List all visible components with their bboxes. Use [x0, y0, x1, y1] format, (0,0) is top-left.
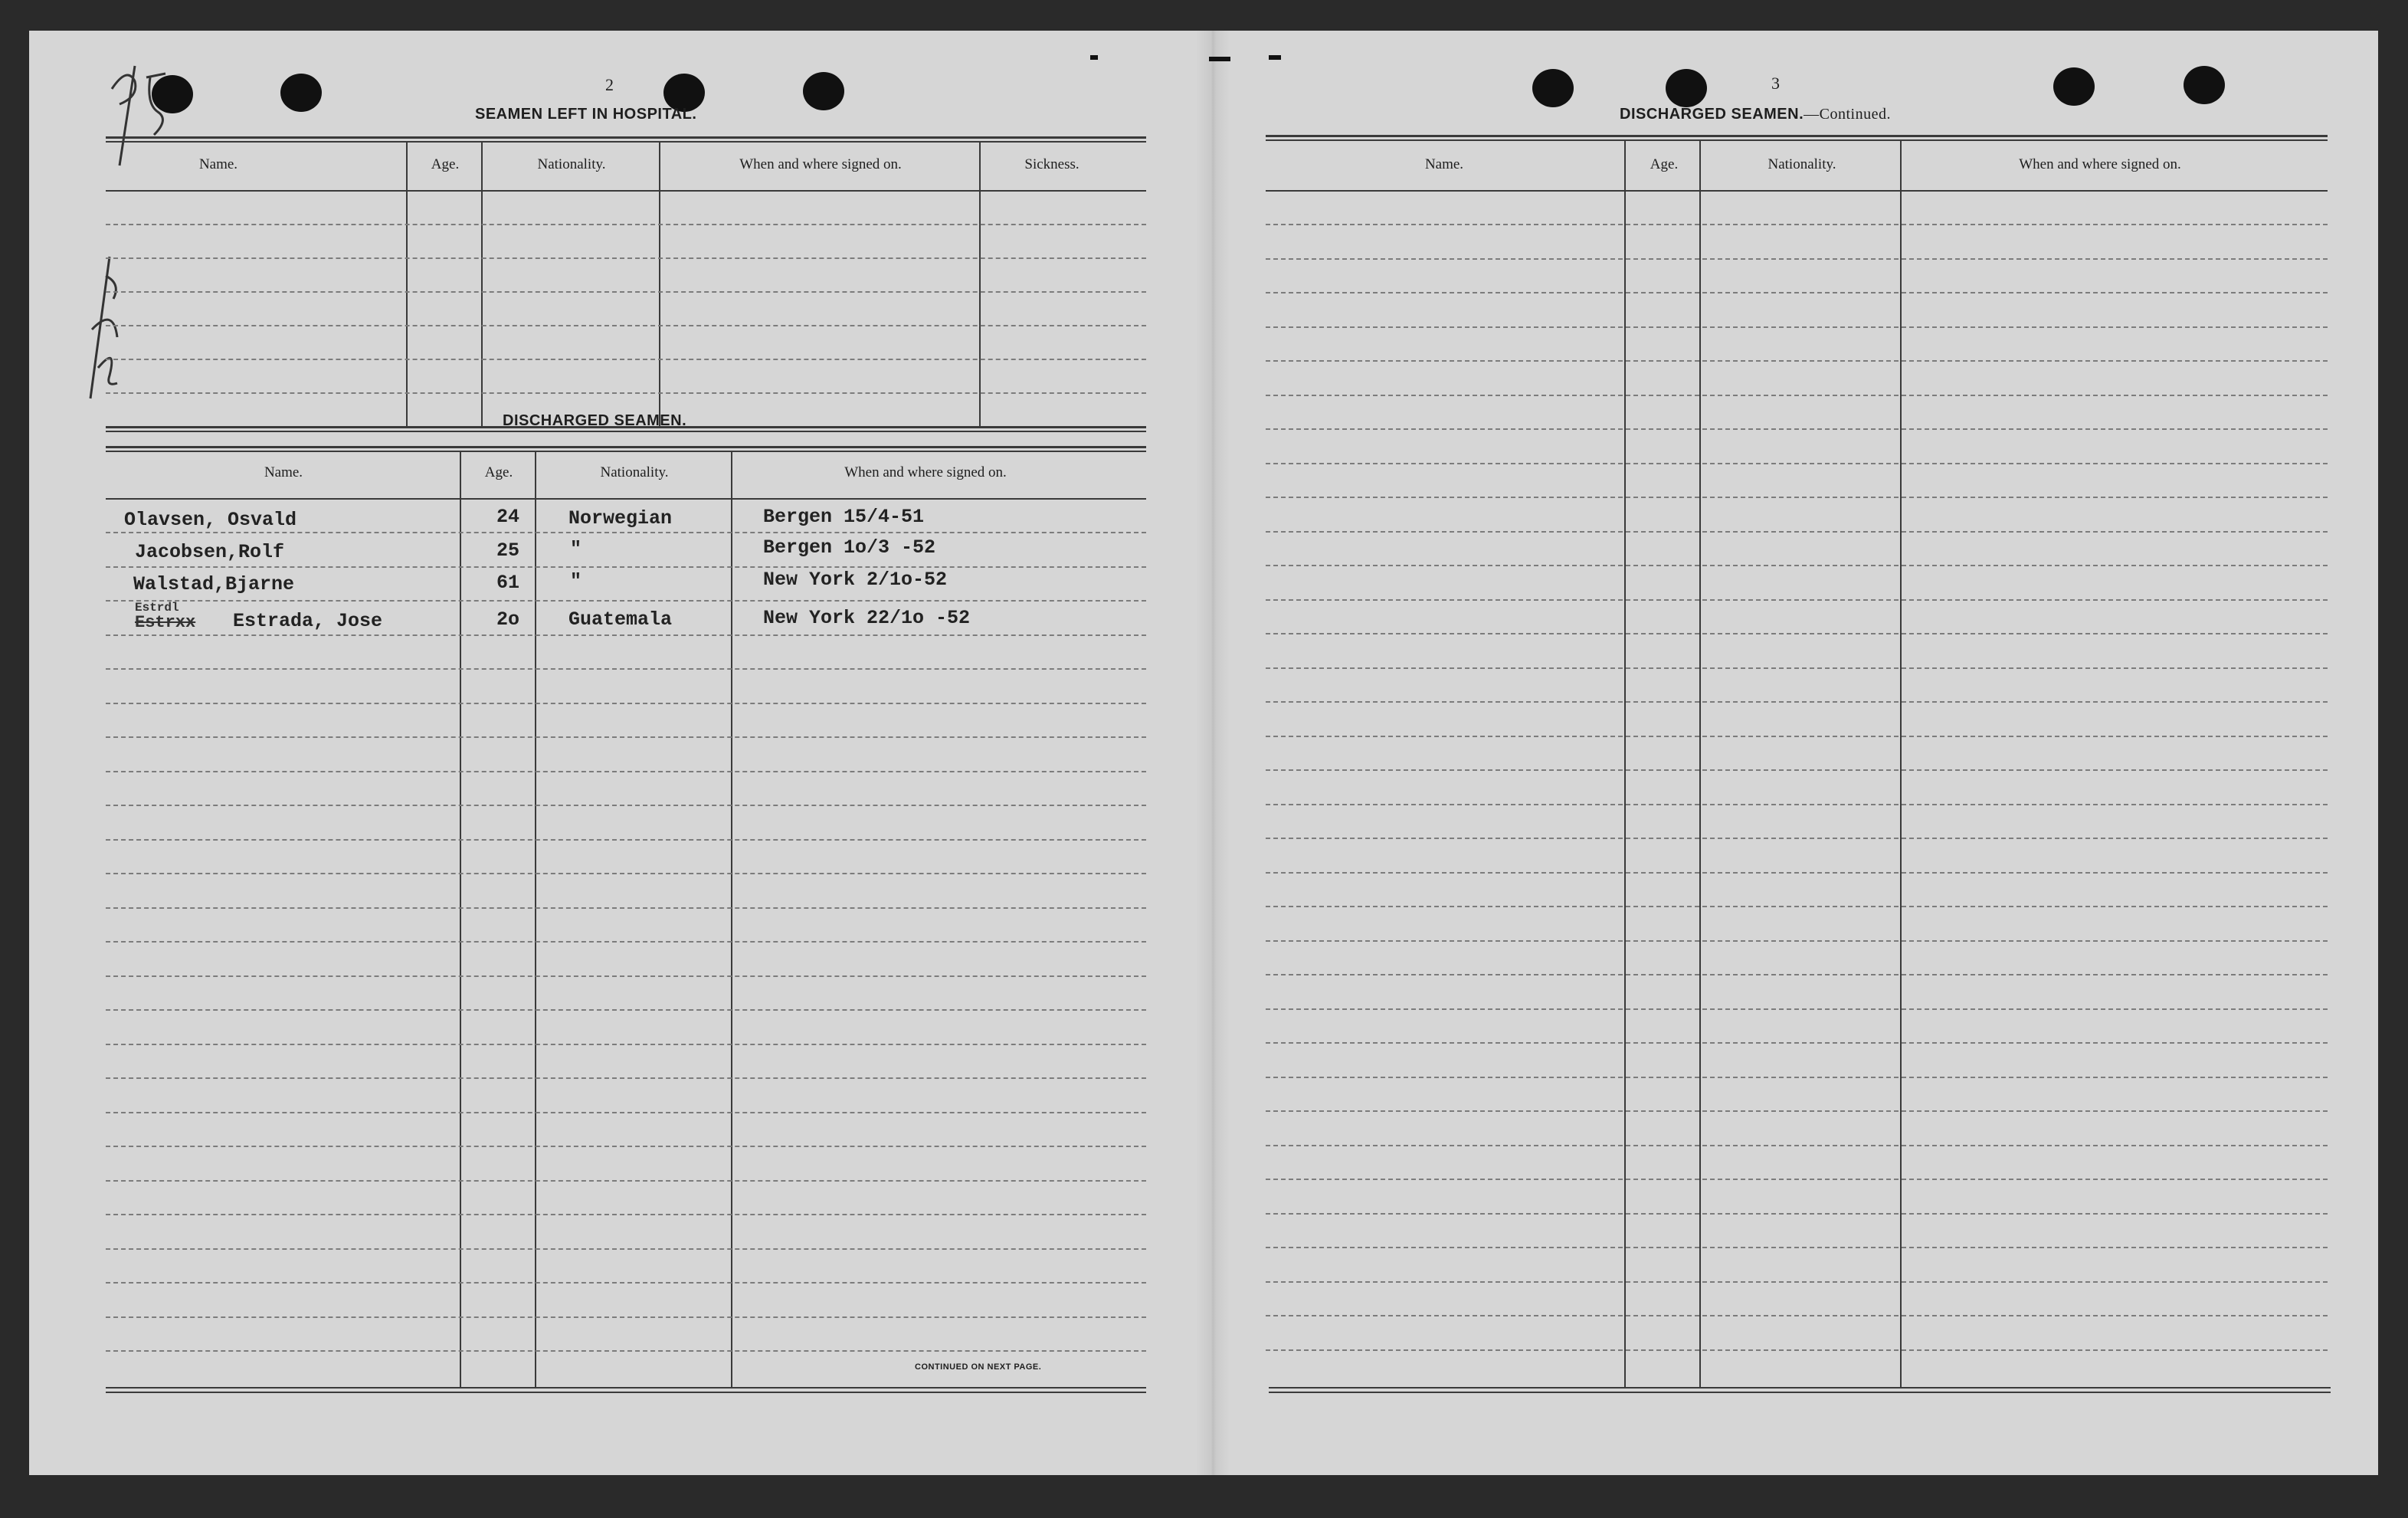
col-header-signed-on: When and where signed on. [844, 464, 1007, 480]
row-line [1266, 326, 2328, 328]
row-line [1266, 872, 2328, 874]
row-line [106, 1112, 1146, 1113]
title-continued: —Continued. [1804, 106, 1891, 123]
seaman-signed-on: Bergen 1o/3 -52 [763, 536, 936, 559]
struck-text: Estrxx [135, 613, 196, 632]
row-line [106, 291, 1146, 293]
seaman-age: 61 [496, 572, 520, 594]
seaman-name: Walstad,Bjarne [133, 573, 295, 595]
row-line [106, 805, 1146, 806]
col-divider [659, 143, 660, 428]
rule [1266, 190, 2328, 192]
col-header-name: Name. [264, 464, 303, 480]
row-line [1266, 974, 2328, 975]
row-line [106, 634, 1146, 636]
col-header-sickness: Sickness. [1024, 156, 1080, 172]
seaman-signed-on: New York 22/1o -52 [763, 607, 971, 629]
rule [106, 431, 1146, 432]
col-header-nationality: Nationality. [537, 156, 606, 172]
punch-hole [280, 74, 322, 112]
row-line [106, 1009, 1146, 1011]
col-header-age: Age. [484, 464, 513, 480]
overtyped-text: Estrdl [135, 601, 179, 615]
rule [1269, 1392, 2331, 1393]
row-line [106, 873, 1146, 874]
rule [106, 1387, 1146, 1388]
seaman-name: Olavsen, Osvald [124, 509, 297, 531]
row-line [1266, 1077, 2328, 1078]
seaman-name: Estrada, Jose [233, 610, 383, 632]
row-line [1266, 360, 2328, 362]
rule [106, 446, 1146, 448]
row-line [1266, 463, 2328, 464]
col-header-signed-on: When and where signed on. [739, 156, 902, 172]
row-line [106, 736, 1146, 738]
row-line [106, 257, 1146, 259]
punch-hole [2053, 67, 2095, 106]
col-header-nationality: Nationality. [600, 464, 669, 480]
row-line [1266, 1042, 2328, 1044]
seaman-age: 24 [496, 506, 520, 528]
row-line [1266, 1247, 2328, 1248]
title-text: DISCHARGED SEAMEN. [1620, 106, 1804, 123]
ink-speck [1090, 55, 1098, 60]
row-line [1266, 565, 2328, 566]
row-line [106, 600, 1146, 602]
continued-footer: CONTINUED ON NEXT PAGE. [915, 1362, 1042, 1372]
page-number: 3 [1771, 74, 1780, 93]
row-line [1266, 292, 2328, 293]
row-line [1266, 736, 2328, 737]
row-line [1266, 1008, 2328, 1010]
row-line [1266, 633, 2328, 634]
row-line [106, 566, 1146, 568]
rule [106, 1392, 1146, 1393]
row-line [1266, 258, 2328, 260]
ink-speck [1209, 57, 1230, 61]
row-line [106, 1248, 1146, 1250]
row-line [1266, 906, 2328, 907]
row-line [1266, 769, 2328, 771]
punch-hole [803, 72, 844, 110]
col-header-name: Name. [1424, 156, 1464, 172]
col-header-age: Age. [431, 156, 460, 172]
row-line [106, 325, 1146, 326]
row-line [1266, 838, 2328, 839]
col-header-age: Age. [1650, 156, 1679, 172]
seaman-signed-on: New York 2/1o-52 [763, 569, 948, 591]
row-line [106, 1180, 1146, 1182]
row-line [106, 941, 1146, 943]
hospital-section-title: SEAMEN LEFT IN HOSPITAL. [475, 106, 697, 123]
row-line [1266, 940, 2328, 942]
row-line [106, 771, 1146, 772]
rule [1269, 1387, 2331, 1388]
margin-handwriting [75, 253, 129, 406]
row-line [106, 1146, 1146, 1147]
col-header-nationality: Nationality. [1768, 156, 1836, 172]
row-line [1266, 1315, 2328, 1316]
row-line [106, 839, 1146, 841]
row-line [1266, 1179, 2328, 1180]
rule [106, 498, 1146, 500]
row-line [106, 1044, 1146, 1045]
rule [106, 141, 1146, 143]
seaman-age: 2o [496, 608, 520, 631]
page-number: 2 [605, 75, 614, 94]
rule [1266, 139, 2328, 141]
col-divider [1624, 141, 1626, 1388]
rule [106, 190, 1146, 192]
row-line [1266, 804, 2328, 805]
row-line [106, 1282, 1146, 1284]
discharged-continued-title [1620, 106, 1891, 123]
row-line [106, 392, 1146, 394]
row-line [1266, 428, 2328, 430]
row-line [106, 907, 1146, 909]
row-line [106, 1316, 1146, 1318]
row-line [1266, 1145, 2328, 1146]
col-header-name: Name. [198, 156, 238, 172]
col-divider [979, 143, 981, 428]
row-line [1266, 1213, 2328, 1215]
seaman-nationality: Norwegian [568, 507, 673, 529]
row-line [1266, 1349, 2328, 1351]
center-fold [1196, 31, 1230, 1475]
col-divider [481, 143, 483, 428]
seaman-name: Jacobsen,Rolf [135, 541, 285, 563]
col-divider [406, 143, 408, 428]
seaman-age: 25 [496, 539, 520, 562]
row-line [106, 1350, 1146, 1352]
row-line [106, 975, 1146, 977]
punch-hole [1532, 69, 1574, 107]
row-line [106, 359, 1146, 360]
punch-hole [2184, 66, 2225, 104]
row-line [106, 532, 1146, 533]
row-line [1266, 531, 2328, 533]
row-line [106, 224, 1146, 225]
rule [1266, 135, 2328, 137]
seaman-nationality: " [570, 570, 582, 592]
document-sheet [29, 31, 2378, 1475]
row-line [1266, 497, 2328, 498]
col-header-signed-on: When and where signed on. [2019, 156, 2181, 172]
row-line [1266, 667, 2328, 669]
row-line [106, 668, 1146, 670]
row-line [1266, 1281, 2328, 1283]
seaman-signed-on: Bergen 15/4-51 [763, 506, 925, 528]
discharged-section-title: DISCHARGED SEAMEN. [503, 412, 687, 429]
row-line [1266, 1110, 2328, 1112]
seaman-nationality: Guatemala [568, 608, 673, 631]
row-line [1266, 224, 2328, 225]
col-divider [1699, 141, 1701, 1388]
row-line [106, 1214, 1146, 1215]
ink-speck [1269, 55, 1281, 60]
rule [106, 451, 1146, 452]
rule [106, 136, 1146, 139]
punch-hole [1666, 69, 1707, 107]
row-line [1266, 395, 2328, 396]
col-divider [1900, 141, 1902, 1388]
seaman-nationality: " [570, 538, 582, 560]
row-line [1266, 599, 2328, 601]
row-line [106, 1077, 1146, 1079]
row-line [106, 703, 1146, 704]
row-line [1266, 701, 2328, 703]
